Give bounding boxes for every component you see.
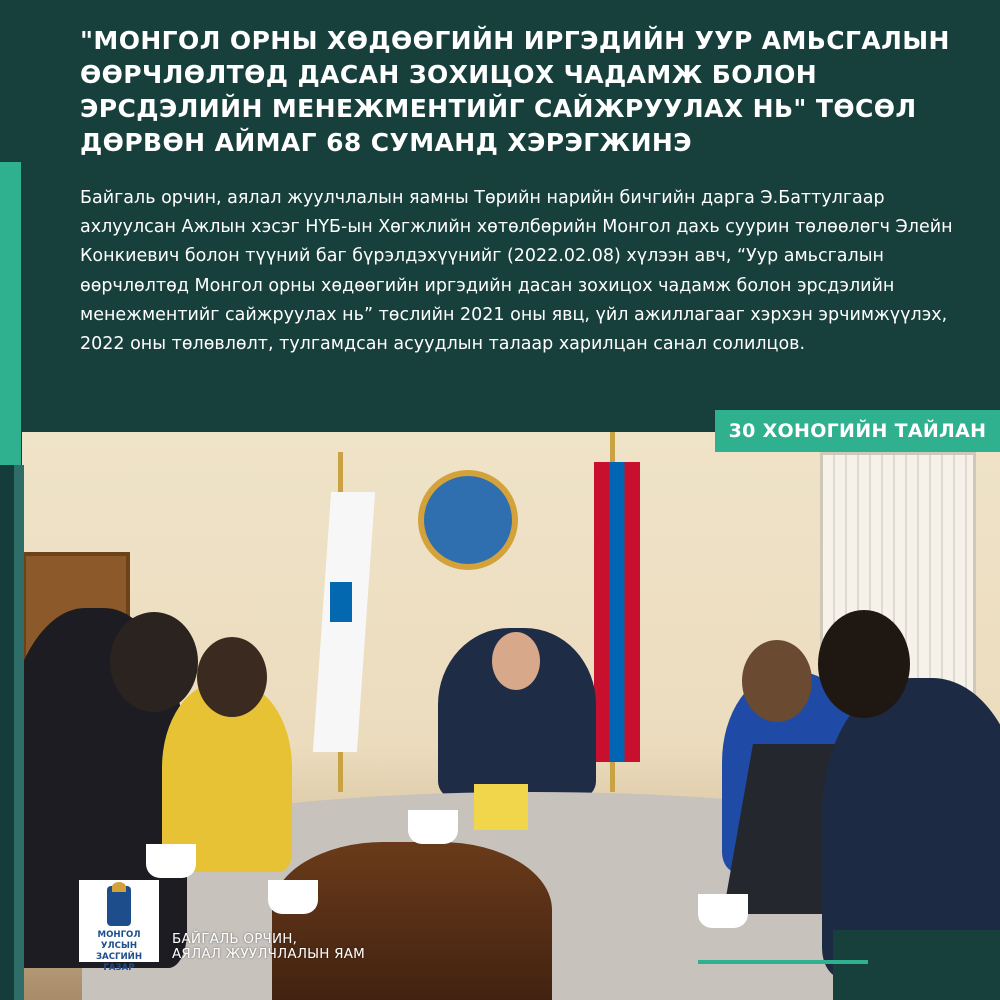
person-left-1-head bbox=[110, 612, 198, 712]
headline: "МОНГОЛ ОРНЫ ХӨДӨӨГИЙН ИРГЭДИЙН УУР АМЬСГАЛЫН ӨӨРЧЛӨЛТӨД ДАСАН ЗОХИЦОХ ЧАДАМЖ БОЛОН ЭРСДЭЛИЙН МЕНЕЖМЕНТИЙГ САЙЖРУУЛАХ НЬ" ТӨСӨЛ ДӨРВӨН АЙМАГ 68 СУМАНД ХЭРЭГЖИНЭ bbox=[80, 26, 950, 157]
person-center-head bbox=[492, 632, 540, 690]
coffee-cup bbox=[268, 880, 318, 914]
meeting-photo bbox=[22, 432, 1000, 1000]
person-left-2-head bbox=[197, 637, 267, 717]
ministry-name bbox=[172, 932, 365, 962]
government-logo bbox=[79, 880, 159, 973]
logo-line-2: ЗАСГИЙН ГАЗАР bbox=[95, 952, 143, 973]
mongolia-flag bbox=[594, 462, 640, 762]
table-center bbox=[272, 842, 552, 1000]
soyombo-icon bbox=[107, 886, 131, 926]
left-accent-bar bbox=[0, 162, 21, 465]
person-right-2-head bbox=[818, 610, 910, 718]
undp-logo bbox=[330, 582, 352, 622]
ministry-line-1: БАЙГАЛЬ ОРЧИН, bbox=[172, 931, 298, 947]
tissue-box bbox=[474, 784, 528, 830]
person-right-1-head bbox=[742, 640, 812, 722]
state-emblem bbox=[418, 470, 518, 570]
ministry-line-2: АЯЛАЛ ЖУУЛЧЛАЛЫН ЯАМ bbox=[172, 946, 365, 962]
corner-block bbox=[833, 930, 1000, 1000]
photo-frame-line bbox=[14, 465, 24, 1000]
logo-line-1: МОНГОЛ УЛСЫН bbox=[97, 930, 141, 951]
undp-flag bbox=[313, 492, 375, 752]
soyombo-flame-icon bbox=[112, 882, 126, 892]
bottom-accent-line bbox=[698, 960, 868, 964]
report-badge: 30 ХОНОГИЙН ТАЙЛАН bbox=[715, 410, 1000, 452]
coffee-cup bbox=[698, 894, 748, 928]
coffee-cup bbox=[408, 810, 458, 844]
header-panel bbox=[0, 0, 1000, 432]
coffee-cup bbox=[146, 844, 196, 878]
logo-text bbox=[79, 930, 159, 974]
body-text: Байгаль орчин, аялал жуулчлалын яамны Төрийн нарийн бичгийн дарга Э.Баттулгаар ахлуулсан Ажлын хэсэг НҮБ-ын Хөгжлийн хөтөлбөрийн Монгол дахь суурин төлөөлөгч Элейн Конкиевич болон түүний баг бүрэлдэхүүнийг (2022.02.08) хүлээн авч, “Уур амьсгалын өөрчлөлтөд Монгол орны хөдөөгийн иргэдийн дасан зохицох чадамж болон эрсдэлийн менежментийг сайжруулах нь” төслийн 2021 оны явц, үйл ажиллагааг хэрхэн эрчимжүүлэх, 2022 оны төлөвлөлт, тулгамдсан асуудлын талаар харилцан санал солилцов. bbox=[80, 188, 953, 355]
